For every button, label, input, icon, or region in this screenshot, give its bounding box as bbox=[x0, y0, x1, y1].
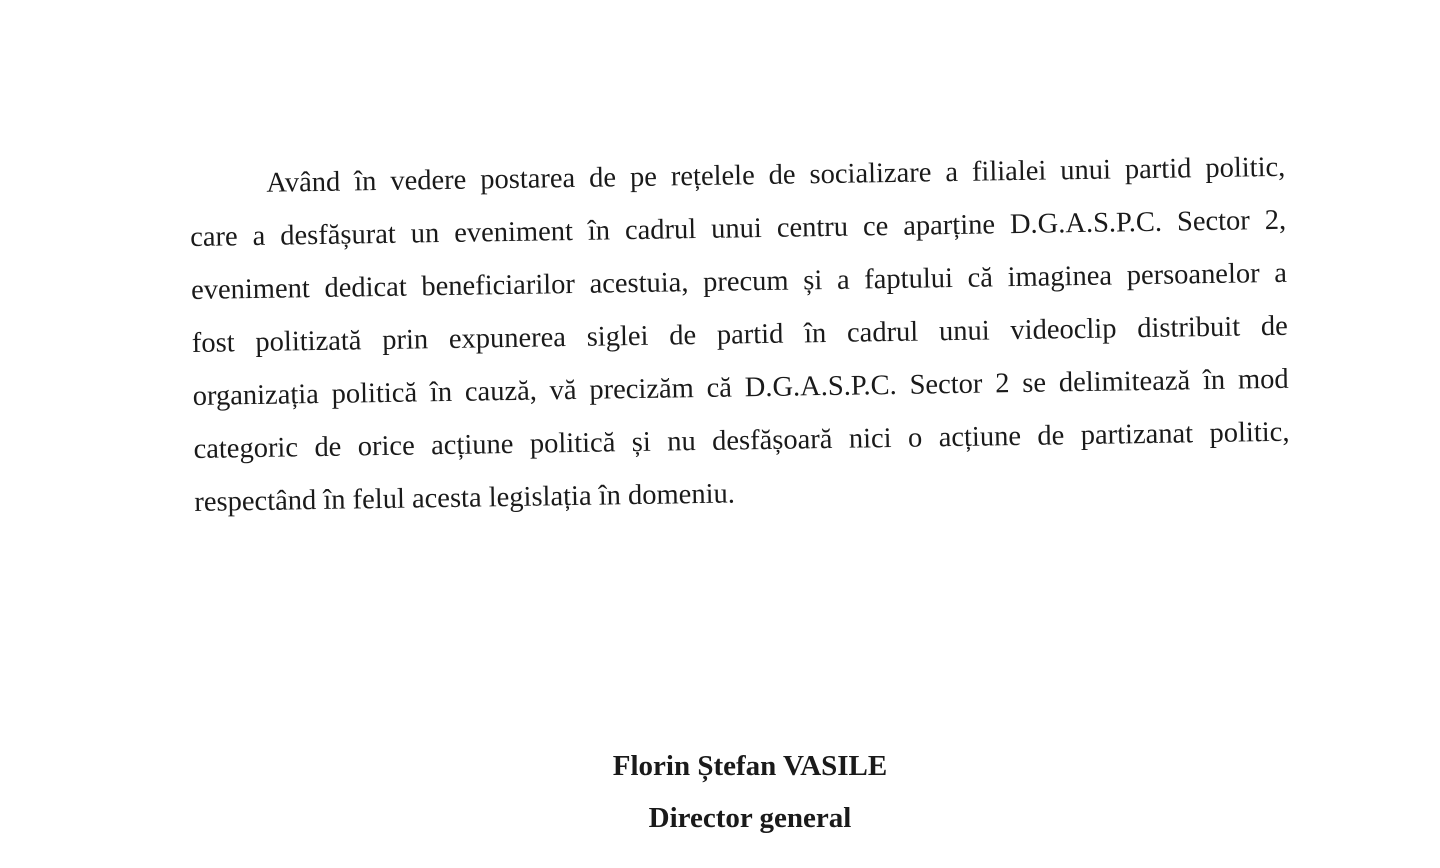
signatory-title: Director general bbox=[648, 802, 852, 834]
paragraph-line-2: care a desfășurat un eveniment în cadrul unui centru ce aparține D.G.A.S.P.C. Sector 2, bbox=[190, 204, 1287, 253]
paragraph-line-1: Având în vedere postarea de pe rețelele de socializare a filialei unui partid politic, bbox=[266, 151, 1286, 199]
paragraph-line-6: categoric de orice acțiune politică și nu desfășoară nici o acțiune de partizanat politic, bbox=[193, 416, 1290, 465]
paragraph-line-5: organizația politică în cauză, vă precizăm că D.G.A.S.P.C. Sector 2 se delimitează în mod bbox=[192, 363, 1289, 412]
paragraph-line-3: eveniment dedicat beneficiarilor acestuia, precum și a faptului că imaginea persoanelor a bbox=[190, 257, 1288, 306]
statement-paragraph bbox=[189, 141, 1291, 529]
signature-block bbox=[540, 740, 960, 844]
paragraph-line-4: fost politizată prin expunerea siglei de partid în cadrul unui videoclip distribuit de bbox=[191, 310, 1289, 359]
paragraph-line-7: respectând în felul acesta legislația în domeniu. bbox=[194, 478, 736, 518]
signatory-name: Florin Ștefan VASILE bbox=[612, 750, 888, 782]
